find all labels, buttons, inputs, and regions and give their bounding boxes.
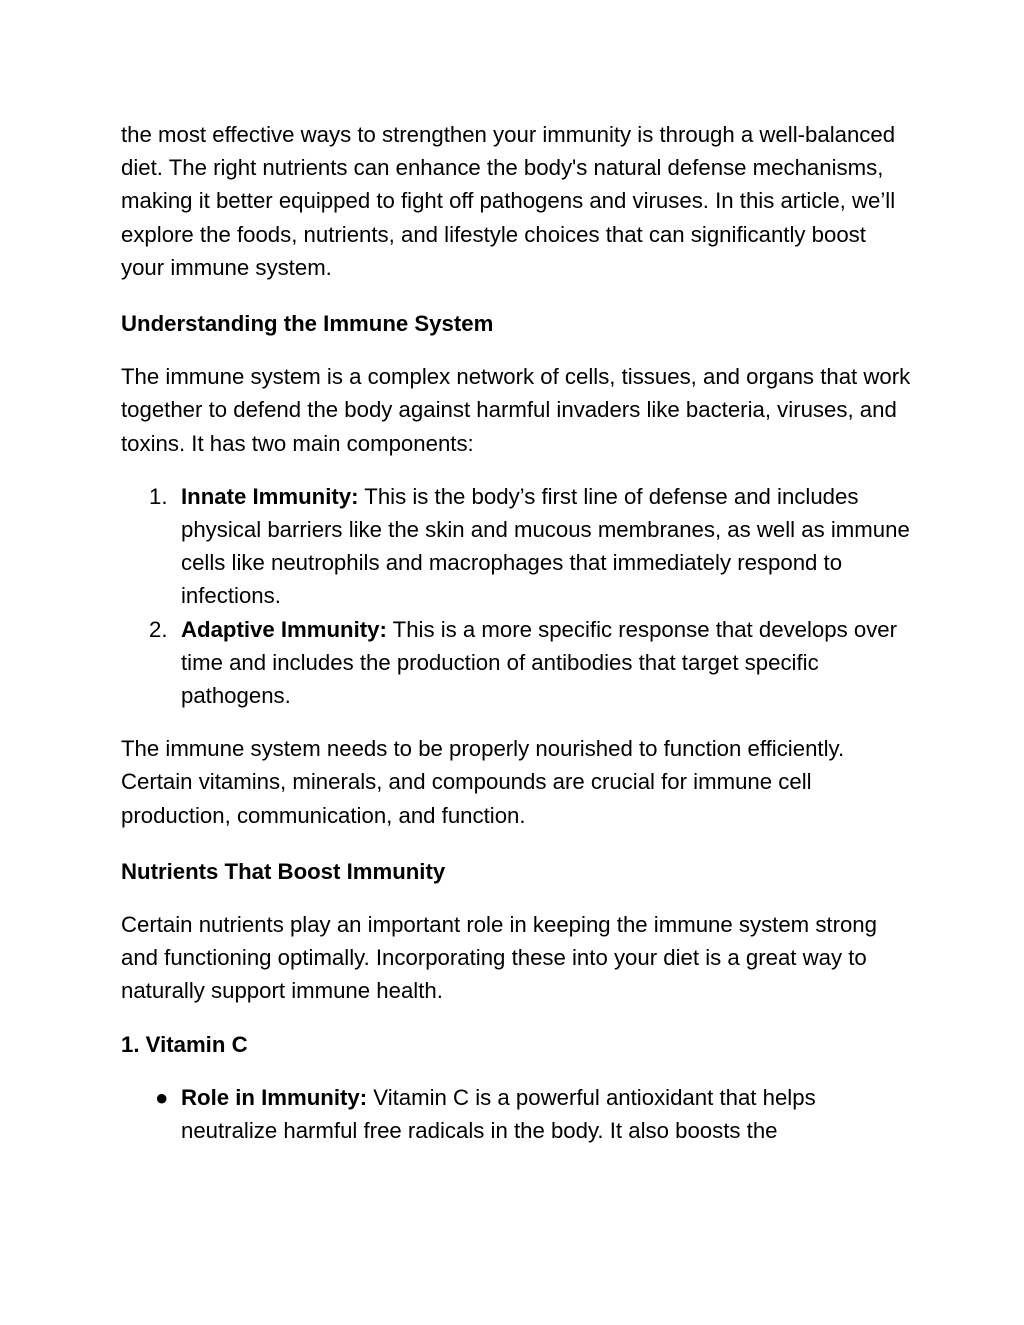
- intro-paragraph: the most effective ways to strengthen your immunity is through a well-balanced diet. The right nutrients can enhance the body's natural defense mechanisms, making it better equipped to fight off pathogens and viruses. In this article, we’ll explore the foods, nutrients, and lifestyle choices that can significantly boost your immune system.: [121, 122, 896, 280]
- list-item-innate-immunity: [121, 480, 911, 613]
- list-number: 1.: [149, 483, 168, 509]
- bullet-item-role-in-immunity: [121, 1081, 911, 1147]
- list-item-text: This is the body’s first line of defense and includes physical barriers like the skin and mucous membranes, as well as immune cells like neutrophils and macrophages that immediately respond to infections.: [181, 483, 910, 609]
- document-page: [121, 118, 911, 1147]
- bullet-item-text: Vitamin C is a powerful antioxidant that helps neutralize harmful free radicals in the body. It also boosts the: [181, 1084, 816, 1144]
- list-item-adaptive-immunity: [121, 613, 911, 713]
- vitamin-c-bullet-list: [121, 1081, 911, 1147]
- list-item-term: Innate Immunity:: [181, 483, 359, 509]
- section-heading-nutrients: Nutrients That Boost Immunity: [121, 858, 446, 884]
- bullet-item-term: Role in Immunity:: [181, 1084, 368, 1110]
- list-item-term: Adaptive Immunity:: [181, 616, 387, 642]
- bullet-icon: ●: [155, 1084, 169, 1110]
- immune-system-paragraph: The immune system is a complex network of cells, tissues, and organs that work together to defend the body against harmful invaders like bacteria, viruses, and toxins. It has two main components:: [121, 364, 911, 456]
- nutrients-paragraph: Certain nutrients play an important role in keeping the immune system strong and functioning optimally. Incorporating these into your diet is a great way to naturally support immune health.: [121, 912, 877, 1004]
- section-heading-vitamin-c: 1. Vitamin C: [121, 1031, 248, 1057]
- immunity-types-list: [121, 480, 911, 712]
- list-number: 2.: [149, 616, 168, 642]
- section-heading-immune-system: Understanding the Immune System: [121, 311, 494, 337]
- list-item-text: This is a more specific response that develops over time and includes the production of antibodies that target specific pathogens.: [181, 616, 898, 709]
- immune-closing-paragraph: The immune system needs to be properly nourished to function efficiently. Certain vitamins, minerals, and compounds are crucial for immune cell production, communication, and function.: [121, 736, 845, 828]
